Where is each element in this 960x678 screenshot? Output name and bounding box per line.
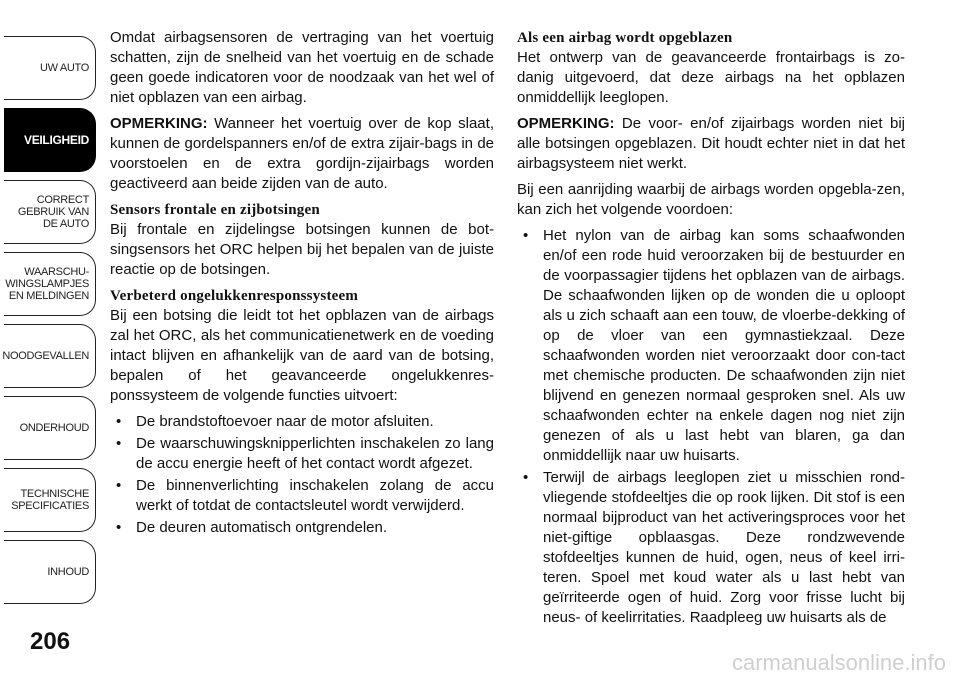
list-item: • Terwijl de airbags leeglopen ziet u misschien rond-vliegende stofdeeltjes die op rook lijken. Dit stof is een normaal bijproduct van het activeringsproces voor het niet-giftige opblaasgas. Deze rondzwevende stofdeeltjes kunnen de huid, ogen, neus of keel irri-teren. Spoel met koud water als u last hebt van geïrriteerde ogen of huid. Zorg voor frisse lucht bij neus- of keelirritaties. Raadpleeg uw huisarts als de (517, 468, 905, 628)
list-item: • De binnenverlichting inschakelen zolang de accu werkt of totdat de contactsleutel wordt verwijderd. (110, 476, 494, 516)
list-item: • Het nylon van de airbag kan soms schaafwonden en/of een rode huid veroorzaken bij de bestuurder en de voorpassagier tijdens het opblazen van de airbags. De schaafwonden lijken op de wonden die u oploopt als u zich schaaft aan een touw, de vloerbe-dekking of op de vloer van een gymnastiekzaal. Deze schaafwonden worden niet veroorzaakt door con-tact met chemische producten. De schaafwonden zijn niet blijvend en genezen normaal gesproken snel. Als uw schaafwonden echter na enkele dagen nog niet zijn genezen of als u last hebt van blaren, ga dan onmiddellijk naar uw huisarts. (517, 226, 905, 466)
chapter-sidebar (0, 0, 100, 678)
section-heading: Sensors frontale en zijbotsingen (110, 202, 320, 218)
bullet-list (517, 226, 905, 628)
note-label: OPMERKING: (517, 115, 615, 132)
paragraph: Bij frontale en zijdelingse botsingen kunnen de bot-singsensors het ORC helpen bij het bepalen van de juiste reactie op de botsingen. (110, 221, 494, 278)
tab-label: CORRECT GEBRUIK VAN DE AUTO (17, 194, 89, 230)
tab-veiligheid[interactable] (4, 108, 96, 172)
paragraph: Het ontwerp van de geavanceerde frontairbags is zo-danig uitgevoerd, dat deze airbags na het opblazen onmiddellijk leeglopen. (517, 49, 905, 106)
list-item: • De brandstoftoevoer naar de motor afsluiten. (110, 412, 494, 432)
list-item: • De deuren automatisch ontgrendelen. (110, 518, 494, 538)
tab-label: VEILIGHEID (23, 133, 89, 147)
tab-label: INHOUD (47, 566, 89, 578)
note-text: Wanneer het voertuig over de kop slaat, kunnen de gordelspanners en/of de extra zijair-bags in de voorstoelen en de extra gordijn-zijairbags worden geactiveerd aan beide zijden van de auto. (110, 115, 494, 192)
paragraph: Bij een aanrijding waarbij de airbags worden opgebla-zen, kan zich het volgende voordoen: (517, 181, 905, 218)
paragraph: Omdat airbagsensoren de vertraging van het voertuig schatten, zijn de snelheid van het voertuig en de schade geen goede indicatoren voor de noodzaak van het wel of niet opblazen van een airbag. (110, 29, 494, 106)
left-column (110, 28, 494, 542)
tab-waarschuwingslampjes[interactable] (4, 252, 96, 316)
section-heading: Verbeterd ongelukkenresponssysteem (110, 288, 359, 304)
tab-onderhoud[interactable] (4, 396, 96, 460)
note-paragraph (110, 114, 494, 194)
tab-correct-gebruik[interactable] (4, 180, 96, 244)
note-label: OPMERKING: (110, 115, 208, 132)
tab-label: TECHNISCHE SPECIFICATIES (11, 488, 89, 512)
tab-label: NOODGEVALLEN (2, 350, 89, 362)
tab-technische-specificaties[interactable] (4, 468, 96, 532)
section-heading: Als een airbag wordt opgeblazen (517, 30, 733, 46)
tab-uw-auto[interactable] (4, 36, 96, 100)
tab-noodgevallen[interactable] (4, 324, 96, 388)
page-number: 206 (30, 628, 71, 655)
right-column (517, 28, 905, 632)
note-text: De voor- en/of zijairbags worden niet bij alle botsingen opgeblazen. Dit houdt echter niet in dat het airbagsysteem niet werkt. (517, 115, 905, 172)
note-paragraph (517, 114, 905, 174)
watermark: carmanualsonline.info (731, 650, 946, 675)
tab-label: UW AUTO (39, 62, 89, 74)
tab-label: WAARSCHU- WINGSLAMPJES EN MELDINGEN (5, 266, 89, 302)
bullet-list (110, 412, 494, 538)
paragraph: Bij een botsing die leidt tot het opblazen van de airbags zal het ORC, als het communicatienetwerk en de voeding intact blijven en afhankelijk van de aard van de botsing, bepalen of het geavanceerde ongelukkenres-ponssysteem de volgende functies uitvoert: (110, 307, 494, 404)
tab-inhoud[interactable] (4, 540, 96, 604)
tab-label: ONDERHOUD (19, 422, 89, 434)
list-item: • De waarschuwingsknipperlichten inschakelen zo lang de accu energie heeft of het contact wordt afgezet. (110, 434, 494, 474)
